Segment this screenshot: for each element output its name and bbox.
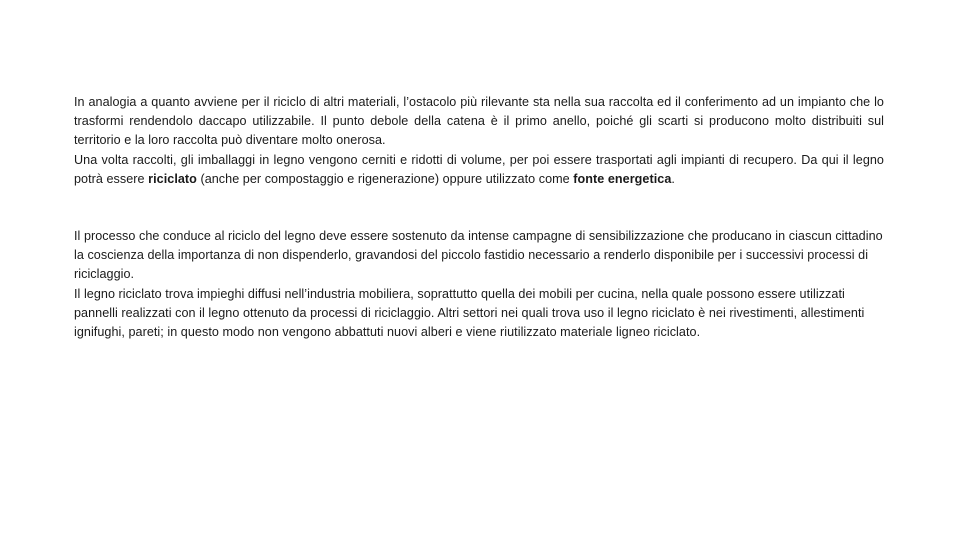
paragraph-uses: Il legno riciclato trova impieghi diffusi nell’industria mobiliera, soprattutto quella dei mobili per cucina, nella quale possono essere utilizzati pannelli realizzati con il legno ottenuto da processi di riciclaggio. Altri settori nei quali trova uso il legno riciclato è nei rivestimenti, allestimenti ignifughi, pareti; in questo modo non vengono abbattuti nuovi alberi e viene riutilizzato materiale ligneo riciclato. — [74, 286, 865, 340]
paragraph-recovery — [74, 151, 884, 189]
paragraph-recovery-middle: (anche per compostaggio e rigenerazione) oppure utilizzato come — [196, 171, 574, 186]
paragraph-recovery-end: . — [671, 171, 675, 186]
paragraph-recovery-start: Una volta raccolti, gli imballaggi in legno vengono cerniti e ridotti di volume, per poi essere trasportati agli impianti di recupero. Da qui il legno potrà essere — [74, 152, 884, 186]
text-block-awareness — [74, 227, 884, 342]
bold-fonte-energetica: fonte energetica — [573, 171, 672, 186]
text-block-collection — [74, 93, 884, 189]
paragraph-awareness: Il processo che conduce al riciclo del legno deve essere sostenuto da intense campagne di sensibilizzazione che producano in ciascun cittadino la coscienza della importanza di non dispenderlo, gravandosi del piccolo fastidio necessario a renderlo disponibile per i successivi processi di riciclaggio. — [74, 229, 883, 282]
paragraph-collection: In analogia a quanto avviene per il riciclo di altri materiali, l’ostacolo più rilevante sta nella sua raccolta ed il conferimento ad un impianto che lo trasformi rendendolo daccapo utilizzabile. Il punto debole della catena è il primo anello, poiché gli scarti si producono molto distribuiti sul territorio e la loro raccolta può diventare molto onerosa. — [74, 95, 884, 148]
bold-riciclato: riciclato — [148, 171, 197, 186]
